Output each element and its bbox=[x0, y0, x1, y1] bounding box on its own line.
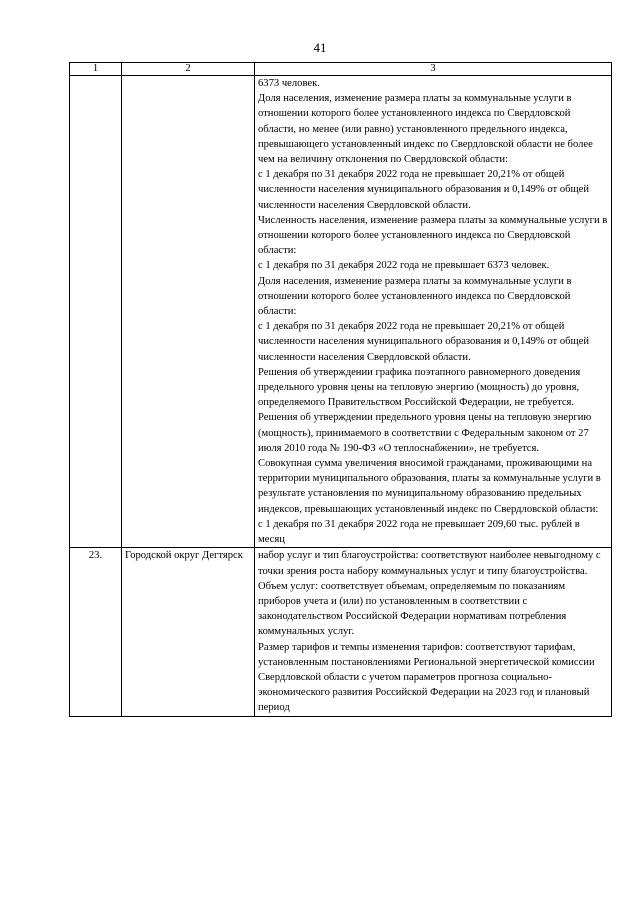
paragraph: с 1 декабря по 31 декабря 2022 года не превышает 209,60 тыс. рублей в месяц bbox=[258, 518, 580, 546]
table-row-23 bbox=[70, 548, 612, 716]
table-row-continued bbox=[70, 76, 612, 548]
paragraph: 6373 человек. bbox=[258, 78, 320, 89]
paragraph: с 1 декабря по 31 декабря 2022 года не превышает 6373 человек. bbox=[258, 260, 550, 272]
column-header-2: 2 bbox=[122, 63, 255, 76]
paragraph: Решения об утверждении предельного уровня цены на тепловую энергию (мощность), принимаемого в соответствии с Федеральным законом от 27 июля 2010 года № 190-ФЗ «О теплоснабжении», не требуется. bbox=[258, 412, 592, 454]
paragraph: Доля населения, изменение размера платы за коммунальные услуги в отношении которого более установленного индекса по Свердловской области, но менее (или равно) установленного предельного индекса, превышающего установленный индекс по Свердловской области не более чем на величину отклонения по Свердловской области: bbox=[258, 93, 593, 166]
row-description bbox=[255, 76, 612, 548]
paragraph: Доля населения, изменение размера платы за коммунальные услуги в отношении которого более установленного индекса по Свердловской области: bbox=[258, 275, 572, 318]
paragraph: с 1 декабря по 31 декабря 2022 года не превышает 20,21% от общей численности населения муниципального образования и 0,149% от общей численности населения Свердловской области. bbox=[258, 321, 590, 363]
municipality-name bbox=[122, 76, 255, 548]
column-header-1: 1 bbox=[70, 63, 122, 76]
row-number bbox=[70, 76, 122, 548]
municipality-name: Городской округ Дегтярск bbox=[122, 548, 255, 716]
row-description bbox=[255, 548, 612, 716]
column-header-3: 3 bbox=[255, 63, 612, 76]
paragraph: набор услуг и тип благоустройства: соответствуют наиболее невыгодному с точки зрения роста набору коммунальных услуг и типу благоустройства. bbox=[258, 550, 601, 577]
document-table bbox=[69, 62, 612, 717]
row-number: 23. bbox=[70, 548, 122, 716]
page-number: 41 bbox=[313, 40, 327, 55]
paragraph: Объем услуг: соответствует объемам, определяемым по показаниям приборов учета и (или) по установленным в соответствии с законодательством Российской Федерации нормативам потребления коммунальных услуг. bbox=[258, 580, 567, 638]
paragraph: Совокупная сумма увеличения вносимой гражданами, проживающими на территории муниципального образования, платы за коммунальные услуги в результате установления по муниципальному образованию предельных индексов, превышающих установленный индекс по Свердловской области: bbox=[258, 458, 601, 515]
paragraph: Размер тарифов и темпы изменения тарифов: соответствуют тарифам, установленным постановлениями Региональной энергетической комиссии Свердловской области с учетом параметров прогноза социально-экономического развития Российской Федерации на 2023 год и плановый период bbox=[258, 641, 595, 714]
table-header-row bbox=[70, 63, 612, 76]
paragraph: Численность населения, изменение размера платы за коммунальные услуги в отношении которого более установленного индекса по Свердловской области: bbox=[258, 214, 608, 257]
paragraph: с 1 декабря по 31 декабря 2022 года не превышает 20,21% от общей численности населения муниципального образования и 0,149% от общей численности населения Свердловской области. bbox=[258, 169, 590, 211]
paragraph: Решения об утверждении графика поэтапного равномерного доведения предельного уровня цены на тепловую энергию (мощность) до уровня, определяемого Правительством Российской Федерации, не требуется. bbox=[258, 366, 581, 409]
